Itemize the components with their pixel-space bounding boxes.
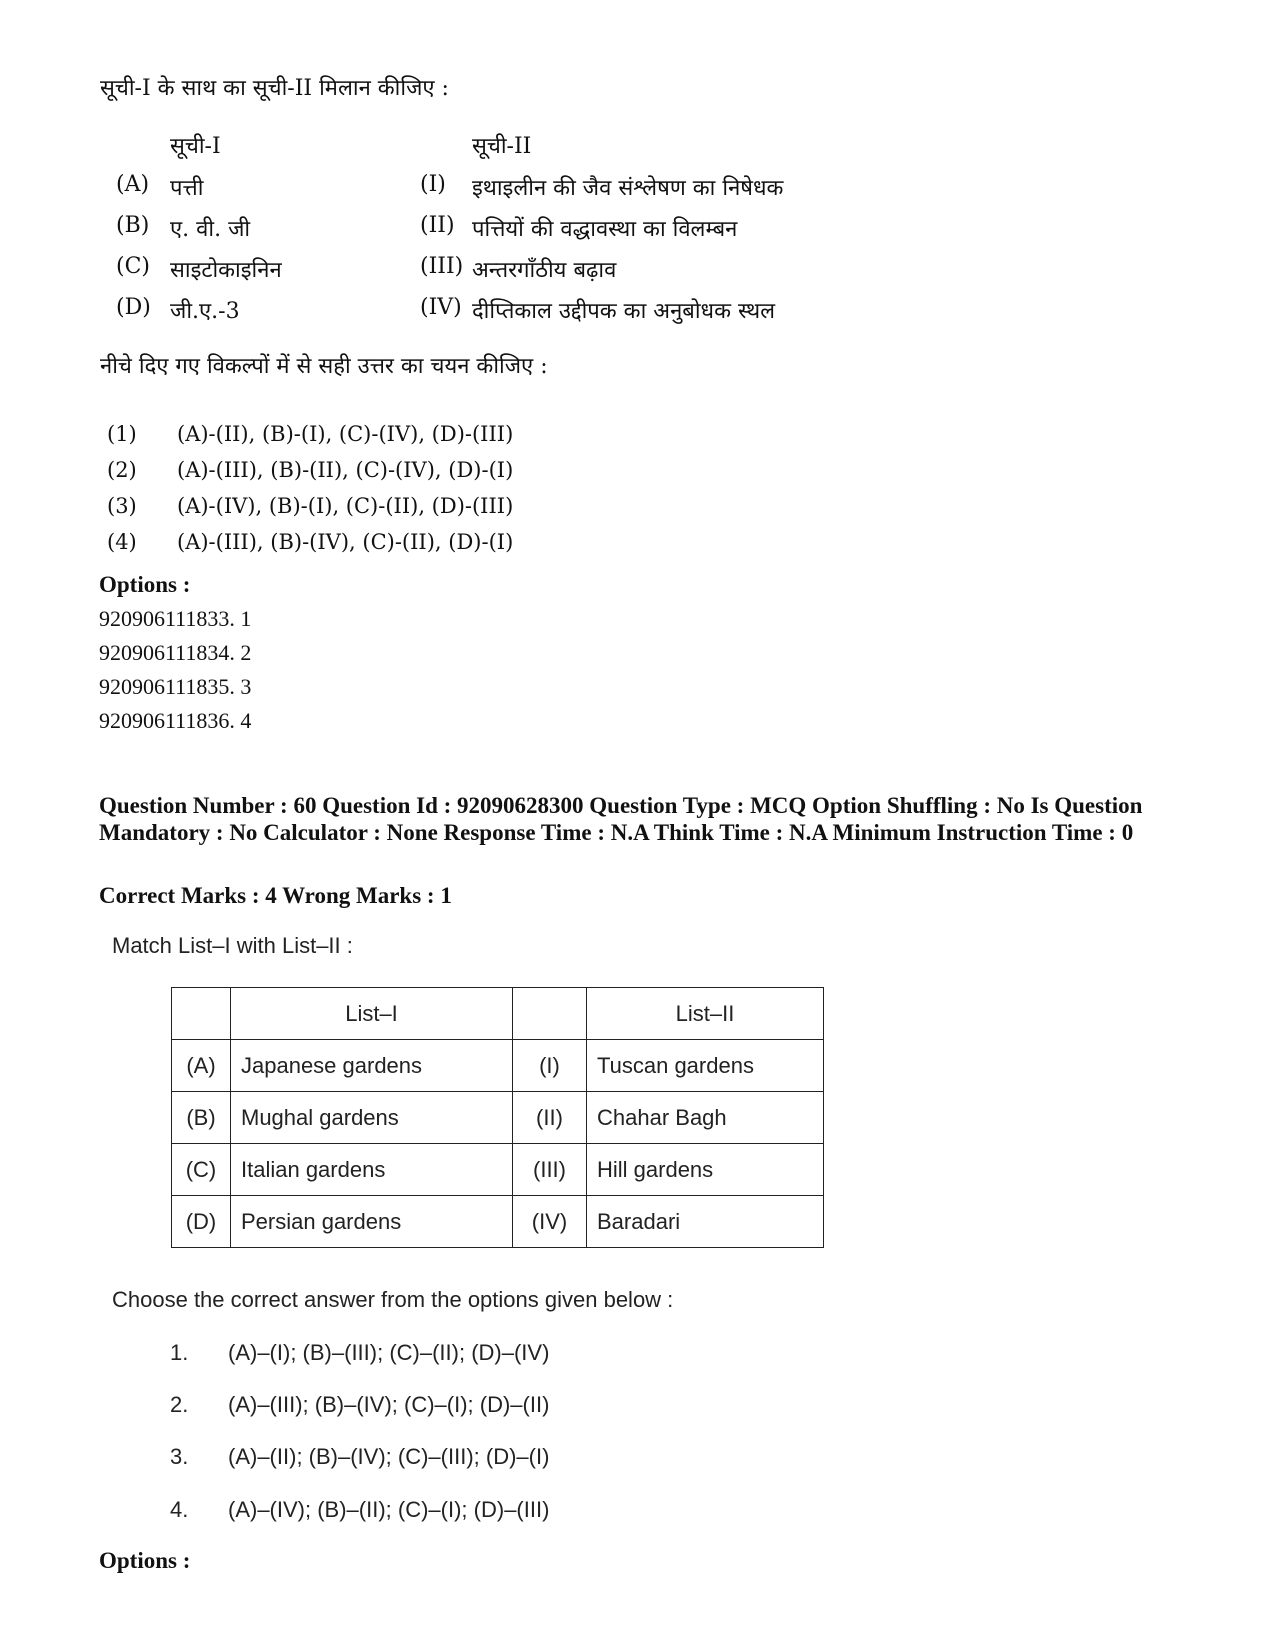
english-choose-instruction: Choose the correct answer from the options given below : [112, 1287, 674, 1312]
option-id-1: 920906111833. 1 [99, 606, 252, 631]
list1-item: Japanese gardens [231, 1040, 513, 1092]
hindi-choice-num-4: (4) [107, 530, 137, 554]
row-label: (II) [513, 1092, 587, 1144]
hindi-choice-num-2: (2) [107, 458, 137, 482]
header-empty-cell [172, 988, 231, 1040]
question-meta: Question Number : 60 Question Id : 92090628300 Question Type : MCQ Option Shuffling : No Is Question Mandatory : No Calculator : None Response Time : N.A Think Time : N.A Minimum Instruction Time : 0 [99, 793, 1143, 845]
hindi-list1-item-c: साइटोकाइनिन [170, 258, 282, 283]
english-choice-num-2: 2. [170, 1392, 189, 1417]
hindi-list2-item-iv: दीप्तिकाल उद्दीपक का अनुबोधक स्थल [472, 299, 776, 324]
english-choice-num-3: 3. [170, 1444, 189, 1469]
english-choice-num-4: 4. [170, 1497, 189, 1522]
hindi-list2-item-iii: अन्तरगाँठीय बढ़ाव [472, 258, 617, 283]
row-label: (D) [172, 1196, 231, 1248]
hindi-list2-label-iii: (III) [420, 254, 464, 279]
option-id-3: 920906111835. 3 [99, 674, 252, 699]
row-label: (IV) [513, 1196, 587, 1248]
hindi-choice-num-3: (3) [107, 494, 137, 518]
hindi-list2-label-ii: (II) [420, 213, 455, 238]
list1-header: List–I [231, 988, 513, 1040]
hindi-list1-header: सूची-I [170, 134, 221, 159]
hindi-choice-text-4: (A)-(III), (B)-(IV), (C)-(II), (D)-(I) [177, 530, 514, 554]
hindi-list1-item-a: पत्ती [170, 176, 204, 201]
header-empty-cell [513, 988, 587, 1040]
table-row [172, 1196, 824, 1248]
list2-item: Tuscan gardens [587, 1040, 824, 1092]
hindi-choose-instruction: नीचे दिए गए विकल्पों में से सही उत्तर का चयन कीजिए : [100, 354, 548, 379]
hindi-list2-label-iv: (IV) [420, 295, 462, 320]
match-table-header-row [172, 988, 824, 1040]
row-label: (I) [513, 1040, 587, 1092]
list1-item: Mughal gardens [231, 1092, 513, 1144]
table-row [172, 1144, 824, 1196]
option-id-4: 920906111836. 4 [99, 708, 252, 733]
row-label: (B) [172, 1092, 231, 1144]
hindi-choice-text-3: (A)-(IV), (B)-(I), (C)-(II), (D)-(III) [177, 494, 514, 518]
english-choice-num-1: 1. [170, 1340, 189, 1365]
english-choice-text-1: (A)–(I); (B)–(III); (C)–(II); (D)–(IV) [228, 1340, 550, 1365]
table-row [172, 1040, 824, 1092]
list1-item: Persian gardens [231, 1196, 513, 1248]
hindi-choice-num-1: (1) [107, 422, 137, 446]
hindi-choice-text-2: (A)-(III), (B)-(II), (C)-(IV), (D)-(I) [177, 458, 514, 482]
english-choice-text-4: (A)–(IV); (B)–(II); (C)–(I); (D)–(III) [228, 1497, 550, 1522]
question-marks: Correct Marks : 4 Wrong Marks : 1 [99, 883, 452, 908]
hindi-list2-header: सूची-II [472, 134, 532, 159]
options-label: Options : [99, 572, 191, 597]
list2-item: Hill gardens [587, 1144, 824, 1196]
hindi-list2-item-i: इथाइलीन की जैव संश्लेषण का निषेधक [472, 176, 784, 201]
hindi-list2-item-ii: पत्तियों की वद्धावस्था का विलम्बन [472, 217, 738, 242]
options-label-2: Options : [99, 1548, 191, 1573]
hindi-list1-label-b: (B) [116, 213, 150, 238]
hindi-list1-item-b: ए. वी. जी [170, 217, 251, 242]
hindi-list1-label-a: (A) [116, 172, 150, 197]
option-id-2: 920906111834. 2 [99, 640, 252, 665]
row-label: (A) [172, 1040, 231, 1092]
row-label: (C) [172, 1144, 231, 1196]
list1-item: Italian gardens [231, 1144, 513, 1196]
match-table [171, 987, 824, 1248]
list2-item: Chahar Bagh [587, 1092, 824, 1144]
row-label: (III) [513, 1144, 587, 1196]
hindi-list1-label-c: (C) [116, 254, 150, 279]
hindi-list1-label-d: (D) [116, 295, 151, 320]
list2-header: List–II [587, 988, 824, 1040]
english-match-instruction: Match List–I with List–II : [112, 933, 353, 958]
hindi-choice-text-1: (A)-(II), (B)-(I), (C)-(IV), (D)-(III) [177, 422, 514, 446]
english-choice-text-3: (A)–(II); (B)–(IV); (C)–(III); (D)–(I) [228, 1444, 550, 1469]
english-choice-text-2: (A)–(III); (B)–(IV); (C)–(I); (D)–(II) [228, 1392, 550, 1417]
list2-item: Baradari [587, 1196, 824, 1248]
hindi-match-instruction: सूची-I के साथ का सूची-II मिलान कीजिए : [100, 76, 449, 101]
table-row [172, 1092, 824, 1144]
hindi-list1-item-d: जी.ए.-3 [170, 299, 240, 324]
hindi-list2-label-i: (I) [420, 172, 446, 197]
